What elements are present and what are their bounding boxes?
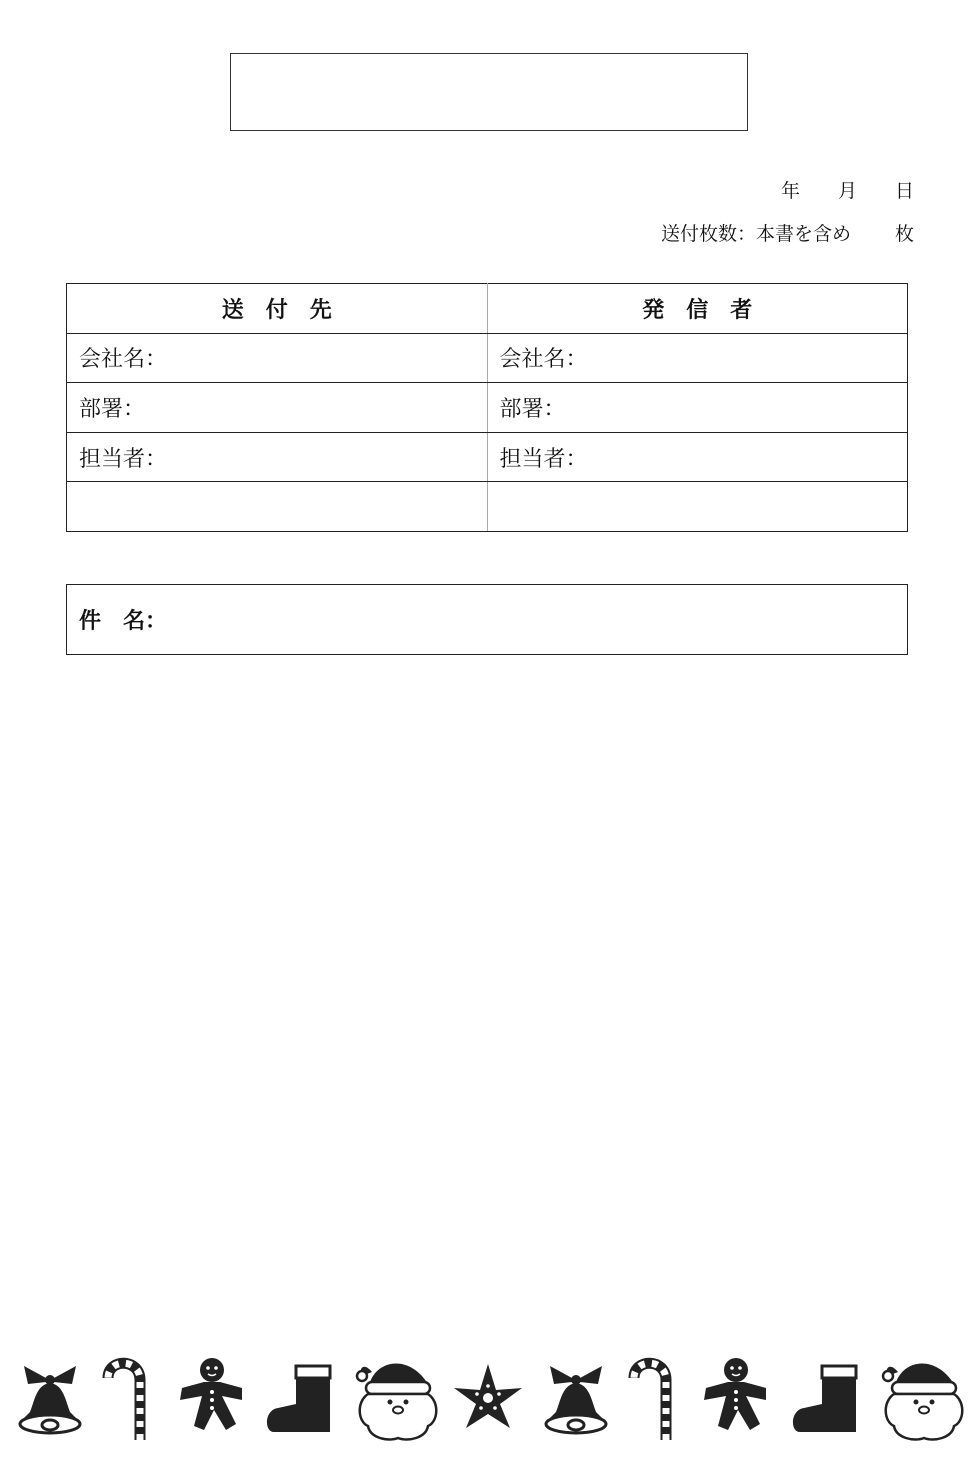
sender-company-field[interactable]: 会社名： xyxy=(487,333,908,383)
table-row xyxy=(67,482,908,532)
page-count-suffix: 枚 xyxy=(894,223,914,245)
christmas-decoration-strip xyxy=(0,1348,976,1448)
recipient-company-field[interactable]: 会社名： xyxy=(67,333,488,383)
recipient-header: 送 付 先 xyxy=(67,284,488,334)
candy-cane-icon xyxy=(108,1363,140,1440)
recipient-extra-field[interactable] xyxy=(67,482,488,532)
page-count-prefix: 送付枚数：本書を含め xyxy=(660,223,851,245)
table-row xyxy=(67,333,908,383)
gingerbread-man-icon xyxy=(704,1358,766,1430)
sender-extra-field[interactable] xyxy=(487,482,908,532)
year-label: 年 xyxy=(780,180,800,202)
bell-icon xyxy=(546,1366,606,1433)
table-row xyxy=(67,383,908,433)
fax-title-box xyxy=(230,53,748,131)
day-label: 日 xyxy=(894,180,914,202)
stocking-icon xyxy=(267,1366,330,1432)
table-row xyxy=(67,432,908,482)
sender-department-field[interactable]: 部署： xyxy=(487,383,908,433)
stocking-icon xyxy=(793,1366,856,1432)
bell-icon xyxy=(20,1366,80,1433)
page-count-line xyxy=(661,219,914,246)
sender-header: 発 信 者 xyxy=(487,284,908,334)
santa-icon xyxy=(883,1363,962,1439)
santa-icon xyxy=(357,1363,436,1439)
sender-person-field[interactable]: 担当者： xyxy=(487,432,908,482)
address-table xyxy=(66,283,908,532)
gingerbread-man-icon xyxy=(180,1358,242,1430)
poinsettia-icon xyxy=(454,1364,522,1428)
candy-cane-icon xyxy=(634,1363,666,1440)
month-label: 月 xyxy=(837,180,857,202)
date-line xyxy=(781,176,914,203)
recipient-person-field[interactable]: 担当者： xyxy=(67,432,488,482)
table-header-row xyxy=(67,284,908,334)
subject-label: 件 名： xyxy=(79,608,168,634)
recipient-department-field[interactable]: 部署： xyxy=(67,383,488,433)
subject-field[interactable] xyxy=(66,584,908,655)
